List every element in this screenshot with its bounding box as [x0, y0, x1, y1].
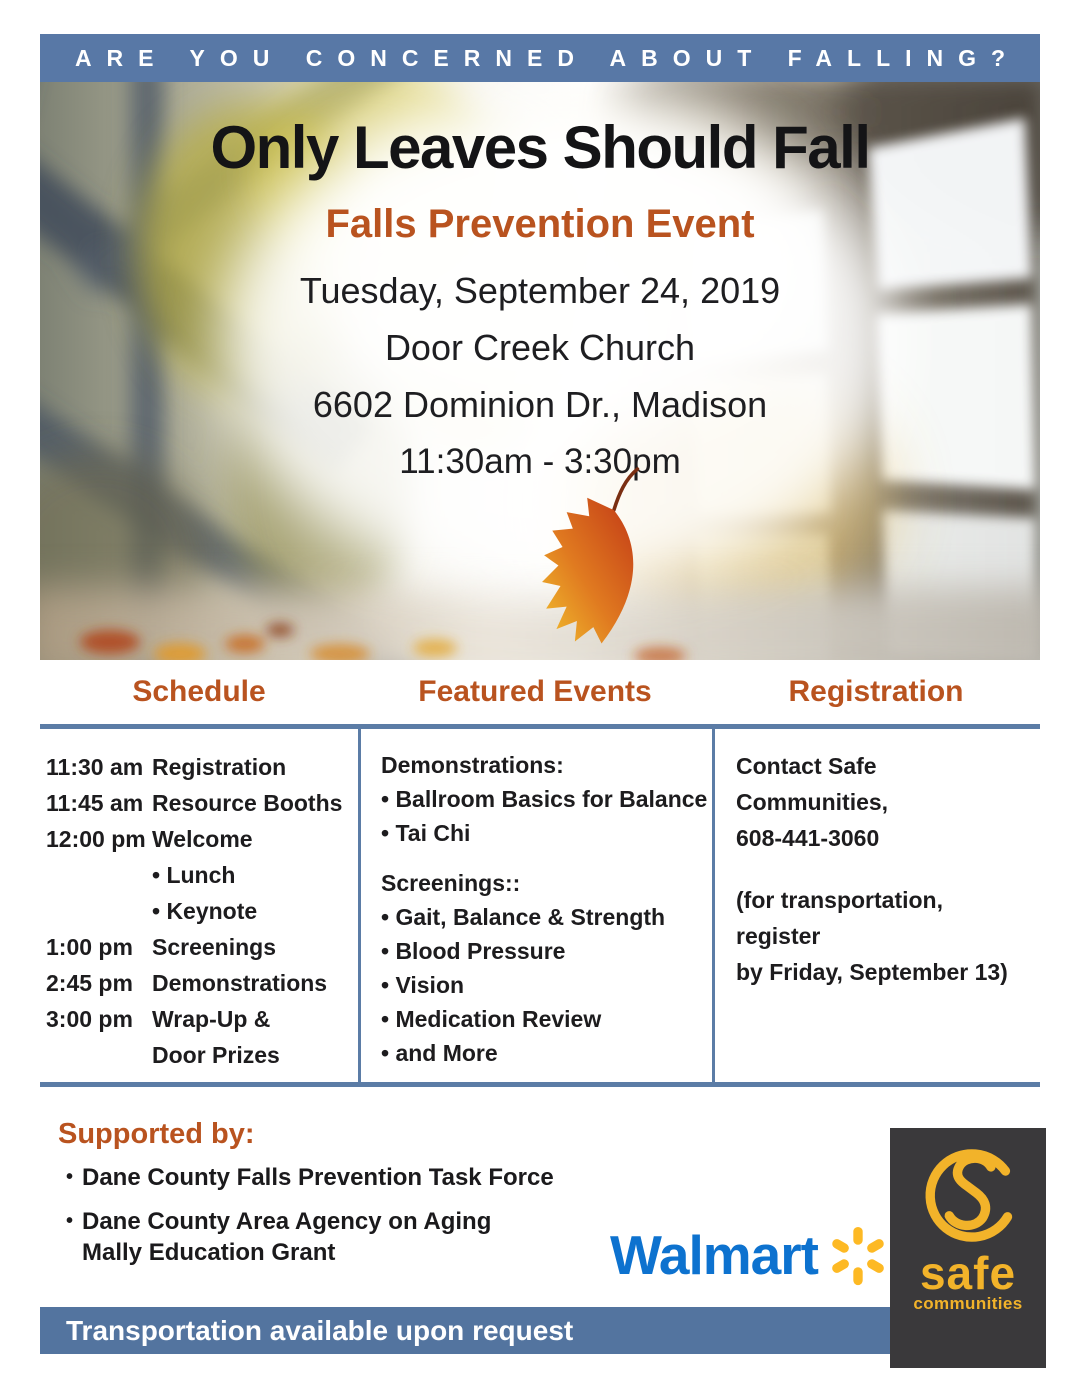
featured-item: • Tai Chi — [381, 820, 471, 846]
schedule-row — [46, 929, 354, 965]
schedule-row — [46, 893, 354, 929]
schedule-row — [46, 965, 354, 1001]
schedule-activity: Wrap-Up & — [152, 1006, 271, 1032]
column-headings-row — [40, 672, 1040, 712]
walmart-wordmark: Walmart — [610, 1224, 818, 1286]
hero-text-block — [40, 82, 1040, 490]
supported-item-line: Dane County Falls Prevention Task Force — [82, 1164, 554, 1191]
schedule-time: 12:00 pm — [46, 826, 146, 852]
schedule-activity: • Lunch — [152, 862, 236, 888]
schedule-activity: Door Prizes — [152, 1042, 280, 1068]
safe-communities-monogram-icon — [916, 1140, 1020, 1252]
schedule-activity: Registration — [152, 754, 287, 780]
spacer — [381, 850, 708, 866]
hero-section — [40, 82, 1040, 660]
safe-wordmark: safe — [919, 1247, 1017, 1299]
schedule-activity: • Keynote — [152, 898, 258, 924]
schedule-column — [40, 729, 358, 1082]
safe-communities-logo — [890, 1128, 1046, 1368]
schedule-row — [46, 749, 354, 785]
columns-section — [40, 729, 1040, 1082]
column-heading-featured-events: Featured Events — [418, 675, 652, 708]
schedule-activity: Welcome — [152, 826, 253, 852]
walmart-spark-icon — [828, 1226, 888, 1286]
communities-wordmark: communities — [913, 1294, 1023, 1313]
registration-note-line: by Friday, September 13) — [736, 959, 1008, 985]
featured-item: • Gait, Balance & Strength — [381, 904, 666, 930]
event-venue: Door Creek Church — [384, 327, 696, 368]
supported-by-list — [66, 1162, 626, 1268]
event-time: 11:30am - 3:30pm — [399, 442, 681, 481]
bottom-banner-text: Transportation available upon request — [66, 1314, 574, 1346]
event-date: Tuesday, September 24, 2019 — [299, 270, 781, 311]
schedule-time: 2:45 pm — [46, 970, 133, 996]
supported-item-line: Mally Education Grant — [82, 1239, 336, 1266]
featured-item: • Blood Pressure — [381, 938, 566, 964]
column-heading-registration: Registration — [788, 675, 964, 708]
schedule-row — [46, 821, 354, 857]
schedule-row — [46, 1001, 354, 1037]
bullet: • — [66, 1166, 74, 1188]
schedule-time: 3:00 pm — [46, 1006, 133, 1032]
featured-item: • and More — [381, 1040, 498, 1066]
column-heading-schedule: Schedule — [132, 675, 266, 708]
spacer — [736, 856, 1032, 882]
supported-by-heading: Supported by: — [58, 1118, 255, 1150]
schedule-activity: Resource Booths — [152, 790, 343, 816]
schedule-row — [46, 1037, 354, 1073]
top-banner — [40, 34, 1040, 82]
bullet: • — [66, 1210, 74, 1232]
divider-bottom — [40, 1082, 1040, 1087]
schedule-time — [46, 857, 146, 893]
featured-item: • Ballroom Basics for Balance — [381, 786, 708, 812]
event-address: 6602 Dominion Dr., Madison — [312, 384, 768, 425]
top-banner-text: ARE YOU CONCERNED ABOUT FALLING? — [74, 44, 1021, 71]
bottom-banner — [40, 1307, 893, 1354]
schedule-row — [46, 785, 354, 821]
featured-item: • Vision — [381, 972, 465, 998]
schedule-time — [46, 893, 146, 929]
falling-leaf-icon — [495, 467, 665, 660]
featured-events-column — [358, 729, 712, 1082]
registration-column — [712, 729, 1040, 1082]
schedule-time: 11:30 am — [46, 754, 144, 780]
hero-subtitle: Falls Prevention Event — [325, 202, 755, 246]
supported-item — [66, 1206, 626, 1268]
schedule-activity: Demonstrations — [152, 970, 328, 996]
registration-note-line: (for transportation, register — [736, 887, 943, 949]
supported-item-text — [82, 1206, 491, 1268]
schedule-time — [46, 1037, 146, 1073]
supported-item — [66, 1162, 626, 1193]
featured-group-title: Screenings:: — [381, 870, 521, 896]
walmart-logo — [610, 1222, 895, 1288]
featured-item: • Medication Review — [381, 1006, 602, 1032]
schedule-time: 11:45 am — [46, 790, 144, 816]
registration-contact-line: Contact Safe Communities, — [736, 753, 889, 815]
featured-group-title: Demonstrations: — [381, 752, 564, 778]
supported-item-text — [82, 1162, 554, 1193]
schedule-activity: Screenings — [152, 934, 276, 960]
schedule-row — [46, 857, 354, 893]
schedule-time: 1:00 pm — [46, 934, 133, 960]
supported-item-line: Dane County Area Agency on Aging — [82, 1208, 492, 1235]
hero-title: Only Leaves Should Fall — [210, 114, 870, 181]
registration-phone: 608-441-3060 — [736, 825, 880, 851]
